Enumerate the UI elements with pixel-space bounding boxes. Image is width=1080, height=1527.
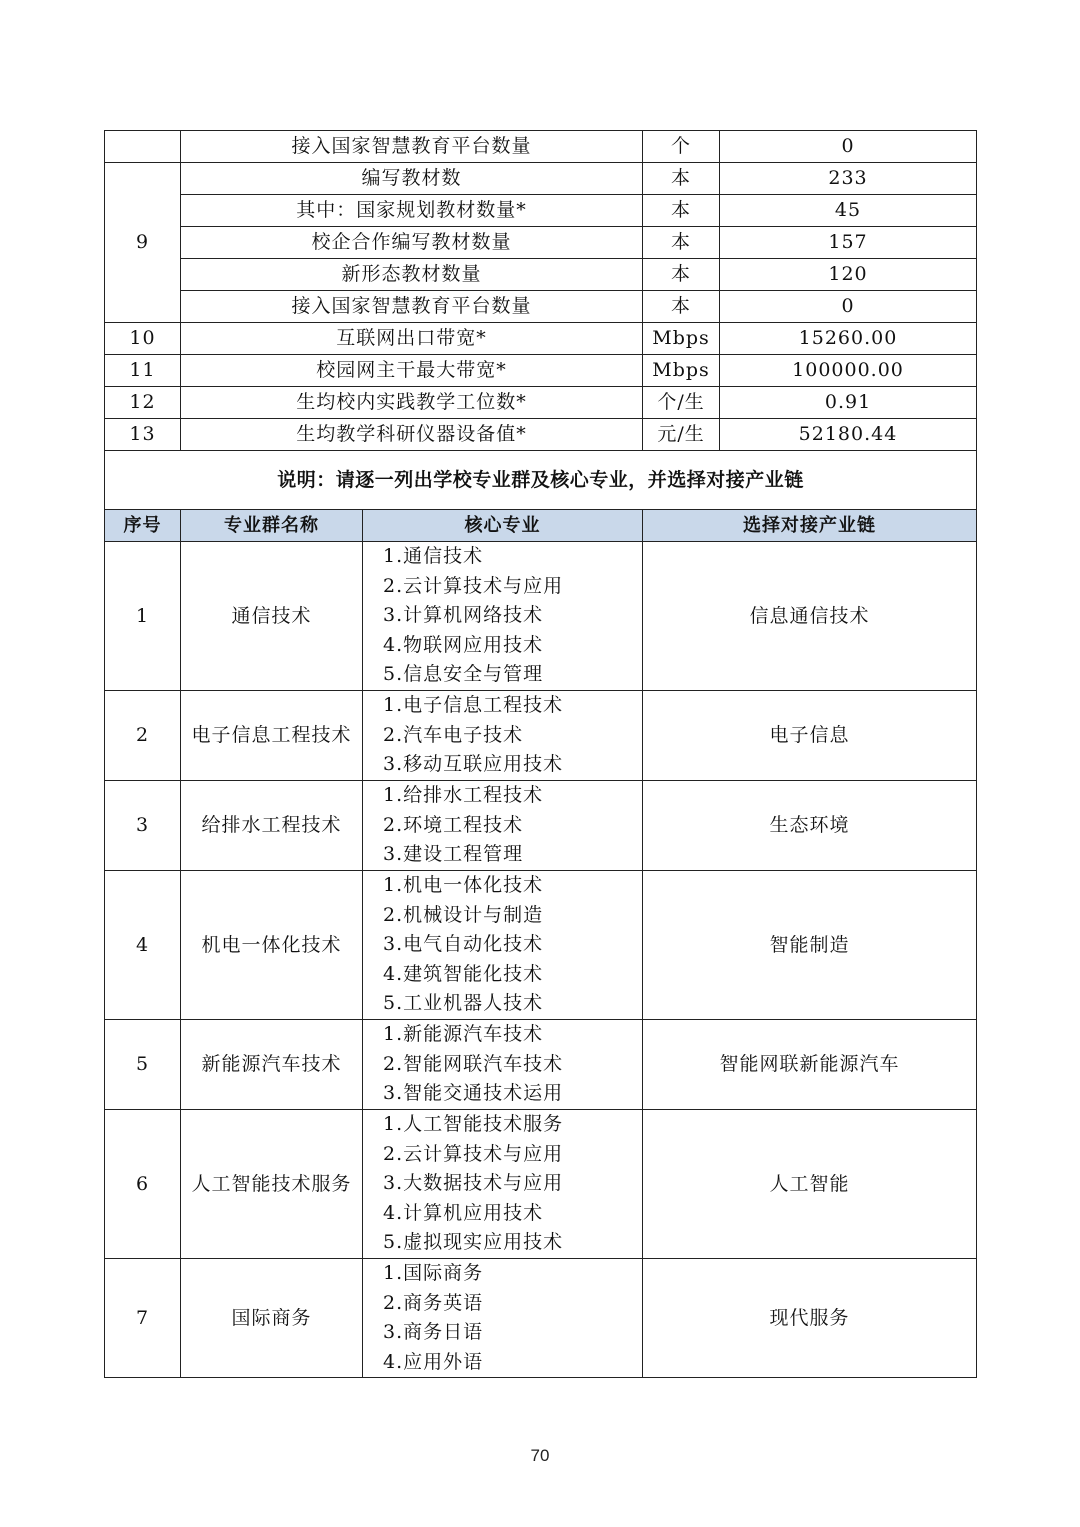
group-no: 4 bbox=[105, 871, 181, 1020]
group-row bbox=[105, 1259, 977, 1378]
core-major-item: 2.机械设计与制造 bbox=[383, 903, 544, 926]
core-major-item: 1.给排水工程技术 bbox=[383, 784, 544, 807]
indicator-name: 编写教材数 bbox=[181, 163, 643, 195]
group-name: 给排水工程技术 bbox=[181, 781, 363, 871]
indicator-value: 0.91 bbox=[720, 387, 977, 419]
core-major-item: 2.汽车电子技术 bbox=[383, 723, 524, 746]
indicator-row bbox=[105, 355, 977, 387]
core-major-item: 4.建筑智能化技术 bbox=[383, 962, 544, 985]
indicator-name: 互联网出口带宽* bbox=[181, 323, 643, 355]
indicator-row bbox=[105, 259, 977, 291]
industry-chain: 智能制造 bbox=[643, 871, 977, 1020]
indicator-no: 9 bbox=[105, 163, 181, 323]
core-major-item: 3.大数据技术与应用 bbox=[383, 1172, 564, 1195]
indicator-unit: 本 bbox=[643, 259, 720, 291]
indicator-unit: Mbps bbox=[643, 323, 720, 355]
core-major-item: 4.物联网应用技术 bbox=[383, 633, 544, 656]
group-row bbox=[105, 1020, 977, 1110]
core-majors bbox=[363, 871, 643, 1020]
indicator-row bbox=[105, 387, 977, 419]
group-no: 6 bbox=[105, 1110, 181, 1259]
groups-body bbox=[105, 542, 977, 1378]
core-major-item: 3.电气自动化技术 bbox=[383, 933, 544, 956]
indicator-row bbox=[105, 195, 977, 227]
industry-chain: 生态环境 bbox=[643, 781, 977, 871]
indicator-name: 新形态教材数量 bbox=[181, 259, 643, 291]
indicator-row bbox=[105, 419, 977, 451]
core-major-item: 1.电子信息工程技术 bbox=[383, 694, 564, 717]
group-name: 人工智能技术服务 bbox=[181, 1110, 363, 1259]
header-no: 序号 bbox=[105, 510, 181, 542]
core-majors bbox=[363, 1020, 643, 1110]
group-row bbox=[105, 871, 977, 1020]
indicator-unit: Mbps bbox=[643, 355, 720, 387]
data-table bbox=[104, 130, 977, 1378]
indicator-unit: 元/生 bbox=[643, 419, 720, 451]
core-major-item: 2.智能网联汽车技术 bbox=[383, 1052, 564, 1075]
indicator-row bbox=[105, 131, 977, 163]
indicator-value: 100000.00 bbox=[720, 355, 977, 387]
industry-chain: 电子信息 bbox=[643, 691, 977, 781]
indicator-unit: 本 bbox=[643, 227, 720, 259]
indicator-row bbox=[105, 291, 977, 323]
indicator-value: 0 bbox=[720, 291, 977, 323]
group-no: 7 bbox=[105, 1259, 181, 1378]
indicator-no bbox=[105, 131, 181, 163]
group-name: 机电一体化技术 bbox=[181, 871, 363, 1020]
core-major-item: 3.移动互联应用技术 bbox=[383, 753, 564, 776]
indicator-row bbox=[105, 227, 977, 259]
header-chain: 选择对接产业链 bbox=[643, 510, 977, 542]
indicator-unit: 本 bbox=[643, 291, 720, 323]
indicator-no: 11 bbox=[105, 355, 181, 387]
page-number: 70 bbox=[530, 1446, 550, 1465]
indicator-name: 校园网主干最大带宽* bbox=[181, 355, 643, 387]
indicator-no: 13 bbox=[105, 419, 181, 451]
core-majors bbox=[363, 1110, 643, 1259]
core-majors bbox=[363, 1259, 643, 1378]
industry-chain: 现代服务 bbox=[643, 1259, 977, 1378]
group-name: 通信技术 bbox=[181, 542, 363, 691]
core-major-item: 5.信息安全与管理 bbox=[383, 663, 544, 686]
core-major-item: 1.国际商务 bbox=[383, 1262, 484, 1284]
core-major-item: 2.商务英语 bbox=[383, 1291, 484, 1314]
group-row bbox=[105, 781, 977, 871]
indicator-name: 其中：国家规划教材数量* bbox=[181, 195, 643, 227]
indicator-value: 15260.00 bbox=[720, 323, 977, 355]
groups-header-row bbox=[105, 510, 977, 542]
core-majors bbox=[363, 542, 643, 691]
group-name: 新能源汽车技术 bbox=[181, 1020, 363, 1110]
industry-chain: 信息通信技术 bbox=[643, 542, 977, 691]
indicator-value: 45 bbox=[720, 195, 977, 227]
group-no: 3 bbox=[105, 781, 181, 871]
group-row bbox=[105, 542, 977, 691]
core-major-item: 2.环境工程技术 bbox=[383, 813, 524, 836]
core-major-item: 4.计算机应用技术 bbox=[383, 1201, 544, 1224]
core-major-item: 5.虚拟现实应用技术 bbox=[383, 1231, 564, 1254]
group-name: 国际商务 bbox=[181, 1259, 363, 1378]
indicator-unit: 本 bbox=[643, 195, 720, 227]
indicator-row bbox=[105, 323, 977, 355]
core-major-item: 5.工业机器人技术 bbox=[383, 992, 544, 1015]
core-major-item: 1.机电一体化技术 bbox=[383, 874, 544, 897]
group-row bbox=[105, 691, 977, 781]
group-name: 电子信息工程技术 bbox=[181, 691, 363, 781]
core-major-item: 1.通信技术 bbox=[383, 545, 484, 568]
indicator-name: 生均校内实践教学工位数* bbox=[181, 387, 643, 419]
core-majors bbox=[363, 691, 643, 781]
note-text: 说明：请逐一列出学校专业群及核心专业，并选择对接产业链 bbox=[105, 451, 977, 510]
core-majors bbox=[363, 781, 643, 871]
core-major-item: 1.新能源汽车技术 bbox=[383, 1023, 544, 1046]
indicator-no: 12 bbox=[105, 387, 181, 419]
header-core: 核心专业 bbox=[363, 510, 643, 542]
indicator-name: 接入国家智慧教育平台数量 bbox=[181, 291, 643, 323]
core-major-item: 3.建设工程管理 bbox=[383, 843, 524, 866]
core-major-item: 2.云计算技术与应用 bbox=[383, 574, 564, 597]
group-row bbox=[105, 1110, 977, 1259]
indicator-value: 157 bbox=[720, 227, 977, 259]
industry-chain: 智能网联新能源汽车 bbox=[643, 1020, 977, 1110]
indicator-name: 接入国家智慧教育平台数量 bbox=[181, 131, 643, 163]
indicator-name: 校企合作编写教材数量 bbox=[181, 227, 643, 259]
group-no: 5 bbox=[105, 1020, 181, 1110]
group-no: 2 bbox=[105, 691, 181, 781]
indicator-no: 10 bbox=[105, 323, 181, 355]
indicator-value: 120 bbox=[720, 259, 977, 291]
indicator-value: 0 bbox=[720, 131, 977, 163]
group-no: 1 bbox=[105, 542, 181, 691]
indicator-unit: 本 bbox=[643, 163, 720, 195]
core-major-item: 3.计算机网络技术 bbox=[383, 604, 544, 627]
indicator-unit: 个 bbox=[643, 131, 720, 163]
industry-chain: 人工智能 bbox=[643, 1110, 977, 1259]
header-group-name: 专业群名称 bbox=[181, 510, 363, 542]
core-major-item: 3.智能交通技术运用 bbox=[383, 1082, 564, 1105]
indicator-value: 233 bbox=[720, 163, 977, 195]
indicator-row bbox=[105, 163, 977, 195]
indicator-value: 52180.44 bbox=[720, 419, 977, 451]
note-row bbox=[105, 451, 977, 510]
core-major-item: 1.人工智能技术服务 bbox=[383, 1113, 564, 1136]
core-major-item: 3.商务日语 bbox=[383, 1321, 484, 1344]
core-major-item: 4.应用外语 bbox=[383, 1350, 484, 1373]
indicator-name: 生均教学科研仪器设备值* bbox=[181, 419, 643, 451]
core-major-item: 2.云计算技术与应用 bbox=[383, 1142, 564, 1165]
indicator-unit: 个/生 bbox=[643, 387, 720, 419]
